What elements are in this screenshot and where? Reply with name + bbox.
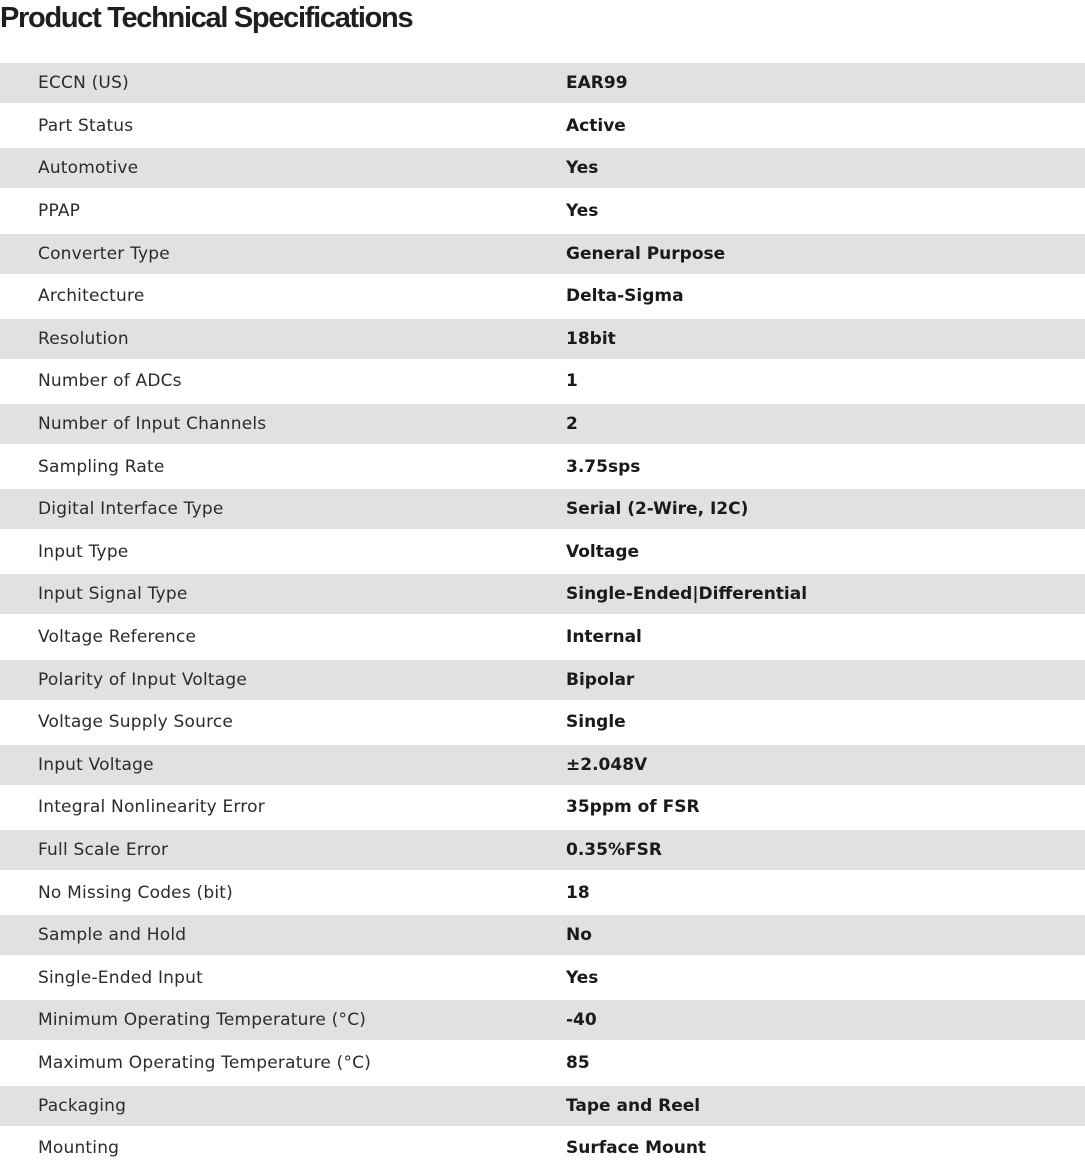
spec-row-resolution <box>0 319 1085 359</box>
spec-row-full-scale-error <box>0 830 1085 870</box>
spec-label: Polarity of Input Voltage <box>38 669 248 690</box>
spec-label: Integral Nonlinearity Error <box>38 797 265 818</box>
spec-row-digital-interface <box>0 489 1085 529</box>
spec-value: 18bit <box>566 328 616 349</box>
spec-label: Number of Input Channels <box>38 414 267 435</box>
spec-row-single-ended-input <box>0 956 1085 999</box>
spec-value: Serial (2-Wire, I2C) <box>566 499 749 520</box>
spec-label: No Missing Codes (bit) <box>38 882 233 903</box>
spec-row-voltage-reference <box>0 616 1085 659</box>
spec-row-min-temp <box>0 1000 1085 1040</box>
spec-label: Number of ADCs <box>38 371 182 392</box>
spec-label: Minimum Operating Temperature (°C) <box>38 1010 367 1031</box>
spec-value: Single <box>566 712 626 733</box>
spec-row-input-voltage <box>0 745 1085 785</box>
spec-row-missing-codes <box>0 871 1085 914</box>
spec-value: 0.35%FSR <box>566 839 662 860</box>
spec-label: Sample and Hold <box>38 925 187 946</box>
spec-row-sampling-rate <box>0 445 1085 488</box>
spec-value: 85 <box>566 1052 590 1073</box>
spec-label: ECCN (US) <box>38 73 129 94</box>
spec-value: 18 <box>566 882 590 903</box>
spec-label: Packaging <box>38 1095 127 1116</box>
spec-row-input-type <box>0 531 1085 574</box>
spec-value: Delta-Sigma <box>566 286 684 307</box>
spec-row-architecture <box>0 275 1085 318</box>
spec-row-automotive <box>0 148 1085 188</box>
spec-label: PPAP <box>38 201 81 222</box>
spec-value: No <box>566 925 592 946</box>
spec-row-number-of-adcs <box>0 360 1085 403</box>
spec-label: Voltage Reference <box>38 627 197 648</box>
spec-value: General Purpose <box>566 243 726 264</box>
spec-value: Tape and Reel <box>566 1095 701 1116</box>
spec-label: Converter Type <box>38 243 170 264</box>
spec-value: 1 <box>566 371 578 392</box>
spec-value: -40 <box>566 1010 597 1031</box>
spec-row-part-status <box>0 105 1085 148</box>
spec-row-polarity <box>0 660 1085 700</box>
spec-label: Part Status <box>38 115 134 136</box>
spec-label: Full Scale Error <box>38 839 169 860</box>
spec-row-packaging <box>0 1086 1085 1126</box>
spec-label: Input Voltage <box>38 754 154 775</box>
spec-value: Single-Ended|Differential <box>566 584 808 605</box>
spec-table <box>0 62 1085 1169</box>
spec-value: Yes <box>566 967 599 988</box>
spec-label: Input Type <box>38 541 129 562</box>
spec-row-converter-type <box>0 234 1085 274</box>
spec-row-max-temp <box>0 1042 1085 1085</box>
spec-value: Surface Mount <box>566 1138 707 1159</box>
spec-value: Internal <box>566 627 642 648</box>
spec-label: Digital Interface Type <box>38 499 224 520</box>
spec-row-nonlinearity <box>0 786 1085 829</box>
spec-value: 3.75sps <box>566 456 641 477</box>
spec-row-supply-source <box>0 701 1085 744</box>
spec-value: Yes <box>566 158 599 179</box>
spec-value: Voltage <box>566 541 640 562</box>
spec-value: 2 <box>566 414 578 435</box>
spec-row-input-channels <box>0 404 1085 444</box>
spec-value: Bipolar <box>566 669 635 690</box>
spec-label: Input Signal Type <box>38 584 188 605</box>
spec-row-ppap <box>0 190 1085 233</box>
spec-label: Resolution <box>38 328 129 349</box>
spec-row-sample-and-hold <box>0 915 1085 955</box>
spec-label: Maximum Operating Temperature (°C) <box>38 1052 372 1073</box>
spec-label: Mounting <box>38 1138 120 1159</box>
spec-row-eccn <box>0 63 1085 103</box>
spec-value: 35ppm of FSR <box>566 797 700 818</box>
spec-value: EAR99 <box>566 73 628 94</box>
spec-label: Voltage Supply Source <box>38 712 234 733</box>
spec-label: Single-Ended Input <box>38 967 203 988</box>
spec-value: Yes <box>566 201 599 222</box>
spec-label: Architecture <box>38 286 145 307</box>
spec-label: Automotive <box>38 158 139 179</box>
spec-value: ±2.048V <box>566 754 648 775</box>
spec-value: Active <box>566 115 626 136</box>
page-title: Product Technical Specifications <box>0 2 413 34</box>
spec-label: Sampling Rate <box>38 456 165 477</box>
spec-row-input-signal-type <box>0 574 1085 614</box>
